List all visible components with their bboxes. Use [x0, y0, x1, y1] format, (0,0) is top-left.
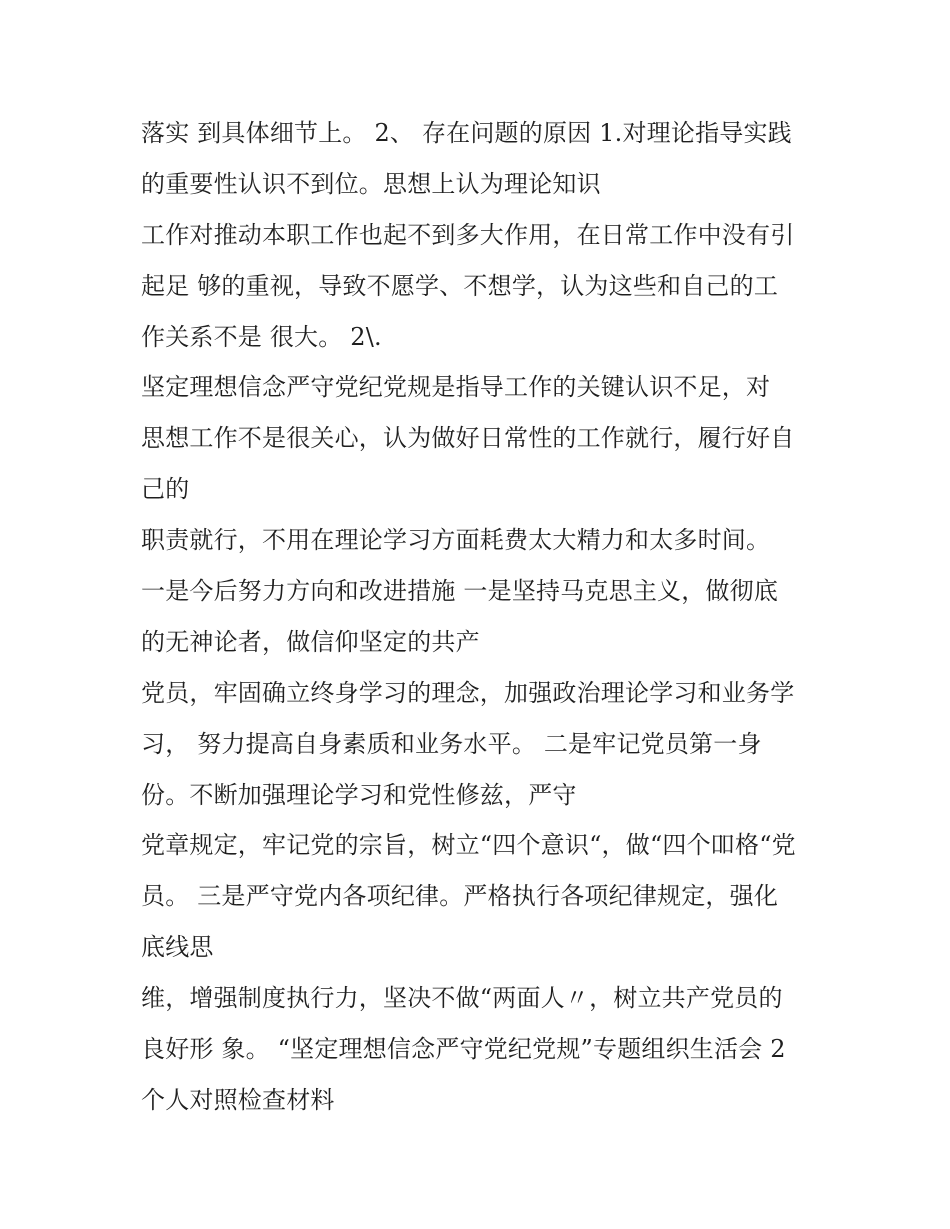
text-line: 员。 三是严守党内各项纪律。严格执行各项纪律规定，强化 — [141, 882, 779, 911]
text-line: 工作对推动本职工作也起不到多大作用，在日常工作中没有引 — [141, 220, 795, 249]
text-line: 坚定理想信念严守党纪党规是指导工作的关键认识不足，对 — [141, 373, 771, 402]
text-line: 份。不断加强理论学习和党性修兹，严守 — [141, 780, 577, 809]
text-line: 起足 够的重视，导致不愿学、不想学，认为这些和自己的工 — [141, 271, 779, 300]
document-body — [141, 108, 841, 1126]
text-line: 的重要性认识不到位。思想上认为理论知识 — [141, 169, 601, 198]
text-line: 习， 努力提高自身素质和业务水平。 二是牢记党员第一身 — [141, 729, 762, 758]
text-line: 维，增强制度执行力，坚决不做“两面人〃，树立共产党员的 — [141, 984, 783, 1013]
text-line: 底线思 — [141, 933, 214, 962]
text-line: 个人对照检查材料 — [141, 1085, 335, 1114]
text-line: 良好形 象。 “坚定理想信念严守党纪党规”专题组织生活会 2 — [141, 1035, 786, 1064]
text-line: 一是今后努力方向和改进措施 一是坚持马克思主义，做彻底 — [141, 577, 779, 606]
text-line: 职责就行，不用在理论学习方面耗费太大精力和太多时间。 — [141, 526, 771, 555]
text-line: 的无神论者，做信仰坚定的共产 — [141, 627, 480, 656]
text-line: 党章规定，牢记党的宗旨，树立“四个意识“，做“四个吅格“党 — [141, 831, 796, 860]
text-line: 思想工作不是很关心，认为做好日常性的工作就行，履行好自 — [141, 424, 795, 453]
text-line: 党员，牢固确立终身学习的理念，加强政治理论学习和业务学 — [141, 678, 795, 707]
text-line: 作关系不是 很大。 2\. — [141, 322, 382, 351]
text-line: 落实 到具体细节上。 2、 存在问题的原因 1.对理论指导实践 — [141, 119, 792, 147]
text-line: 己的 — [141, 475, 190, 504]
